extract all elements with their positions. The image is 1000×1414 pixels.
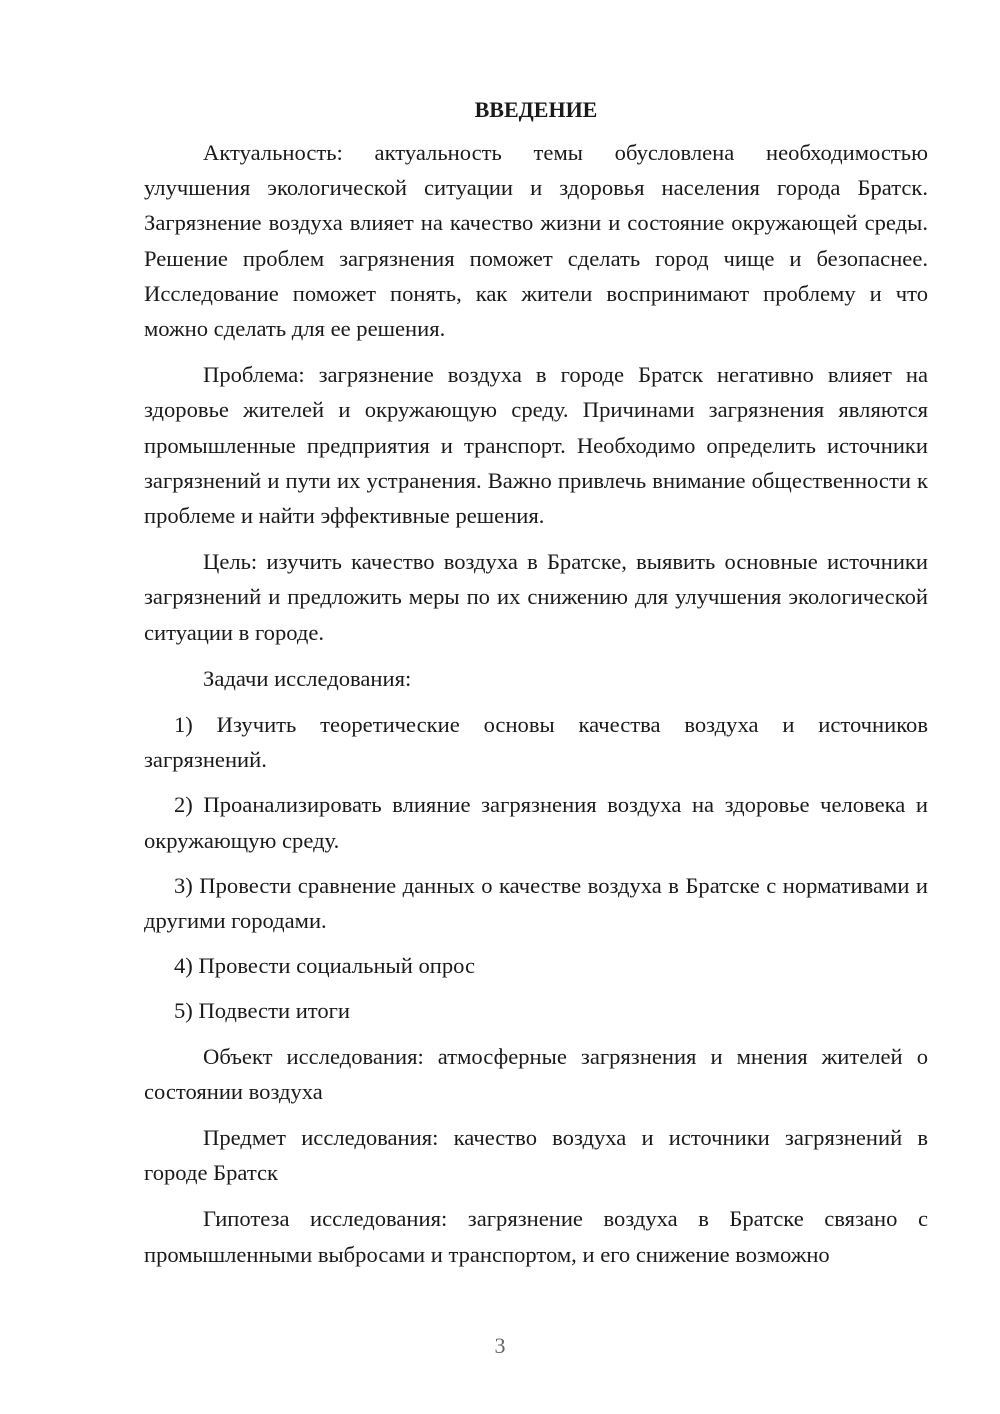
paragraph-problem: Проблема: загрязнение воздуха в городе Братск негативно влияет на здоровье жителей и окружающую среду. Причинами загрязнения являются промышленные предприятия и транспорт. Необходимо определить источники загрязнений и пути их устранения. Важно привлечь внимание общественности к проблеме и найти эффективные решения. <box>144 362 928 529</box>
page-title: ВВЕДЕНИЕ <box>474 97 598 122</box>
page-content <box>144 92 928 1283</box>
task-item-3: 3) Провести сравнение данных о качестве воздуха в Братске с нормативами и другими городами. <box>144 872 928 934</box>
paragraph-tasks-heading: Задачи исследования: <box>203 665 412 691</box>
paragraph-goal: Цель: изучить качество воздуха в Братске, выявить основные источники загрязнений и предложить меры по их снижению для улучшения экологической ситуации в городе. <box>144 549 928 645</box>
task-item-2: 2) Проанализировать влияние загрязнения воздуха на здоровье человека и окружающую среду. <box>144 792 928 853</box>
paragraph-object: Объект исследования: атмосферные загрязнения и мнения жителей о состоянии воздуха <box>144 1043 928 1104</box>
task-item-1: 1) Изучить теоретические основы качества воздуха и источников загрязнений. <box>144 712 928 773</box>
task-item-4: 4) Провести социальный опрос <box>174 953 476 979</box>
paragraph-hypothesis: Гипотеза исследования: загрязнение воздуха в Братске связано с промышленными выбросами и транспортом, и его снижение возможно <box>144 1206 928 1267</box>
task-item-5: 5) Подвести итоги <box>174 998 351 1024</box>
paragraph-subject: Предмет исследования: качество воздуха и источники загрязнений в городе Братск <box>144 1125 928 1186</box>
paragraph-relevance: Актуальность: актуальность темы обусловлена необходимостью улучшения экологической ситуации и здоровья населения города Братск. Загрязнение воздуха влияет на качество жизни и состояние окружающей среды. Решение проблем загрязнения поможет сделать город чище и безопаснее. Исследование поможет понять, как жители воспринимают проблему и что можно сделать для ее решения. <box>144 140 928 342</box>
page-number: 3 <box>494 1333 506 1358</box>
